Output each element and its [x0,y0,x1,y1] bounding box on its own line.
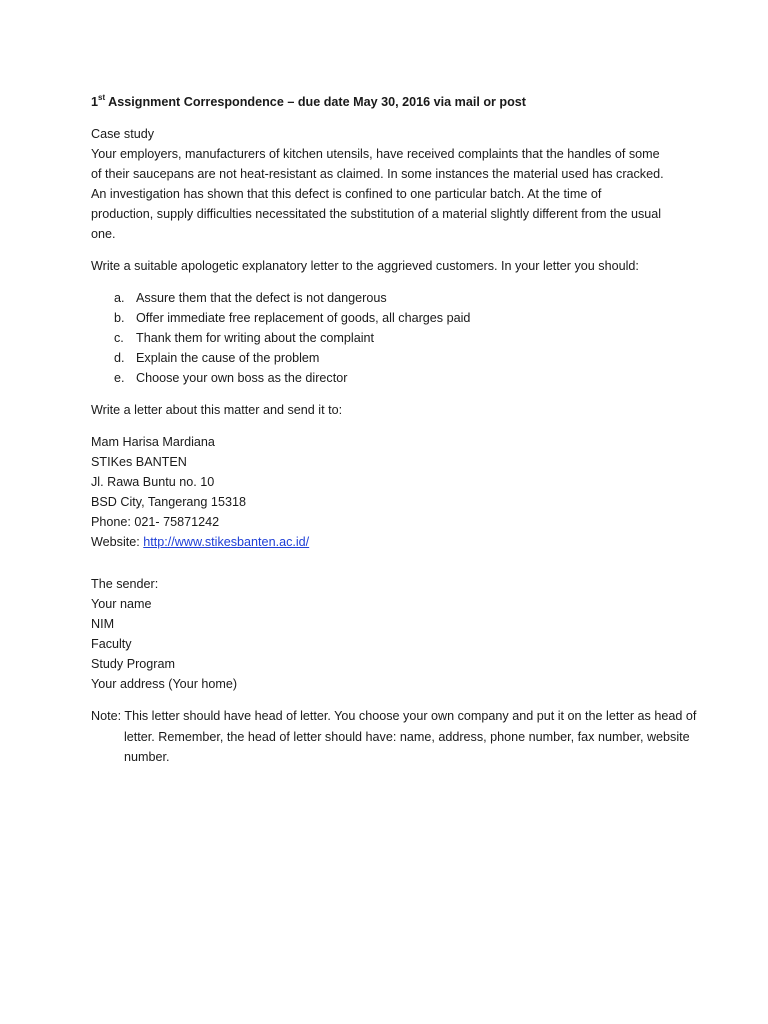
sender-heading: The sender: [91,577,159,591]
recipient-phone: Phone: 021- 75871242 [91,515,220,529]
task-text: Thank them for writing about the complaint [136,331,375,345]
send-to-intro: Write a letter about this matter and send it to: [91,403,343,417]
task-text: Offer immediate free replacement of goods, all charges paid [136,311,471,325]
task-marker: a. [114,291,125,305]
sender-field: NIM [91,617,115,631]
task-marker: d. [114,351,125,365]
task-marker: b. [114,311,125,325]
task-item [91,348,691,368]
task-item [91,308,691,328]
case-study-heading: Case study [91,127,154,141]
title-number: 1 [91,95,99,109]
recipient-city: BSD City, Tangerang 15318 [91,495,246,509]
spacer [91,564,691,574]
title-text: Assignment Correspondence – due date May 30, 2016 via mail or post [105,95,527,109]
task-marker: c. [114,331,124,345]
task-text: Assure them that the defect is not dangerous [136,291,387,305]
task-text: Choose your own boss as the director [136,371,348,385]
case-study-line: An investigation has shown that this defect is confined to one particular batch. At the time of [91,187,602,201]
task-item [91,328,691,348]
sender-section [91,574,691,694]
task-item [91,368,691,388]
website-label: Website: [91,535,144,549]
sender-field: Study Program [91,657,175,671]
recipient-street: Jl. Rawa Buntu no. 10 [91,475,215,489]
assignment-title [91,92,691,112]
recipient-institution: STIKes BANTEN [91,455,187,469]
task-list [91,288,691,388]
recipient-address [91,432,691,552]
document-page [91,92,697,768]
case-study-line: of their saucepans are not heat-resistant as claimed. In some instances the material used has cracked. [91,167,664,181]
note-text: Note: This letter should have head of letter. You choose your own company and put it on the letter as head of letter. Remember, the head of letter should have: name, address, phone number, fax number, website number. [91,709,697,764]
task-marker: e. [114,371,125,385]
case-study-line: production, supply difficulties necessitated the substitution of a material slightly different from the usual [91,207,662,221]
sender-field: Your name [91,597,152,611]
website-link[interactable]: http://www.stikesbanten.ac.id/ [143,535,310,549]
task-text: Explain the cause of the problem [136,351,320,365]
recipient-website [91,532,691,552]
case-study-line: Your employers, manufacturers of kitchen utensils, have received complaints that the handles of some [91,147,660,161]
instruction-text: Write a suitable apologetic explanatory letter to the aggrieved customers. In your letter you should: [91,259,639,273]
task-item [91,288,691,308]
case-study-section [91,124,691,244]
recipient-name: Mam Harisa Mardiana [91,435,215,449]
sender-field: Your address (Your home) [91,677,238,691]
title-superscript: st [98,92,106,102]
case-study-line: one. [91,227,116,241]
sender-field: Faculty [91,637,132,651]
